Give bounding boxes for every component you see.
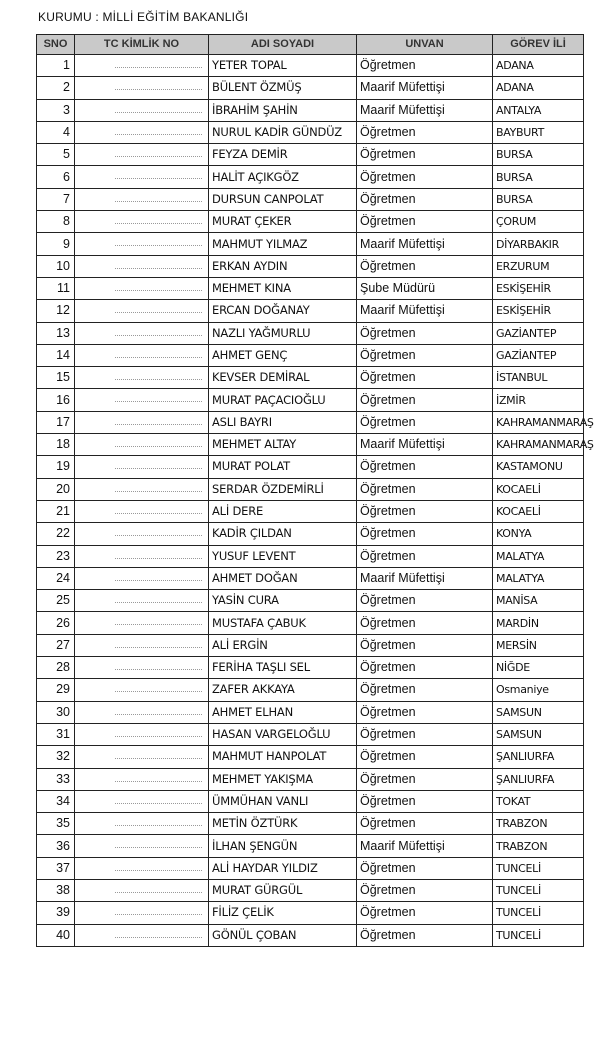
redaction-mark: [115, 312, 202, 313]
cell-title: Maarif Müfettişi: [357, 77, 493, 99]
table-row: [37, 746, 584, 768]
redaction-mark: [115, 669, 202, 670]
cell-city: KONYA: [493, 523, 584, 545]
table-row: [37, 500, 584, 522]
cell-sno: 36: [37, 835, 75, 857]
cell-name: MEHMET ALTAY: [209, 434, 357, 456]
cell-tc-no-redacted: [75, 411, 209, 433]
cell-city: TRABZON: [493, 835, 584, 857]
cell-sno: 3: [37, 99, 75, 121]
cell-tc-no-redacted: [75, 902, 209, 924]
cell-title: Öğretmen: [357, 813, 493, 835]
redaction-mark: [115, 112, 202, 113]
redaction-mark: [115, 892, 202, 893]
redaction-mark: [115, 714, 202, 715]
redaction-mark: [115, 401, 202, 402]
cell-title: Öğretmen: [357, 768, 493, 790]
table-row: [37, 121, 584, 143]
cell-title: Öğretmen: [357, 857, 493, 879]
redaction-mark: [115, 736, 202, 737]
redaction-mark: [115, 602, 202, 603]
cell-city: DİYARBAKIR: [493, 233, 584, 255]
redaction-mark: [115, 468, 202, 469]
cell-sno: 8: [37, 211, 75, 233]
cell-title: Öğretmen: [357, 523, 493, 545]
cell-tc-no-redacted: [75, 300, 209, 322]
table-row: [37, 344, 584, 366]
cell-sno: 22: [37, 523, 75, 545]
cell-name: İLHAN ŞENGÜN: [209, 835, 357, 857]
cell-sno: 23: [37, 545, 75, 567]
cell-city: İSTANBUL: [493, 367, 584, 389]
table-row: [37, 277, 584, 299]
redaction-mark: [115, 803, 202, 804]
cell-name: YUSUF LEVENT: [209, 545, 357, 567]
cell-sno: 11: [37, 277, 75, 299]
redaction-mark: [115, 624, 202, 625]
cell-tc-no-redacted: [75, 211, 209, 233]
table-row: [37, 924, 584, 946]
cell-title: Öğretmen: [357, 121, 493, 143]
cell-title: Öğretmen: [357, 902, 493, 924]
cell-title: Öğretmen: [357, 255, 493, 277]
table-row: [37, 144, 584, 166]
institution-label: KURUMU : MİLLİ EĞİTİM BAKANLIĞI: [38, 10, 249, 24]
cell-sno: 20: [37, 478, 75, 500]
cell-name: NURUL KADİR GÜNDÜZ: [209, 121, 357, 143]
cell-city: BAYBURT: [493, 121, 584, 143]
cell-tc-no-redacted: [75, 813, 209, 835]
redaction-mark: [115, 201, 202, 202]
header-row: [37, 35, 584, 55]
cell-title: Öğretmen: [357, 679, 493, 701]
cell-sno: 13: [37, 322, 75, 344]
cell-title: Öğretmen: [357, 879, 493, 901]
cell-sno: 40: [37, 924, 75, 946]
table-row: [37, 523, 584, 545]
cell-tc-no-redacted: [75, 879, 209, 901]
redaction-mark: [115, 535, 202, 536]
redaction-mark: [115, 178, 202, 179]
cell-title: Maarif Müfettişi: [357, 835, 493, 857]
cell-tc-no-redacted: [75, 746, 209, 768]
cell-tc-no-redacted: [75, 790, 209, 812]
cell-city: ESKİŞEHİR: [493, 300, 584, 322]
cell-name: MURAT GÜRGÜL: [209, 879, 357, 901]
table-body: [37, 55, 594, 947]
cell-name: ÜMMÜHAN VANLI: [209, 790, 357, 812]
table-row: [37, 701, 584, 723]
cell-tc-no-redacted: [75, 478, 209, 500]
cell-title: Maarif Müfettişi: [357, 233, 493, 255]
redaction-mark: [115, 335, 202, 336]
cell-name: MUSTAFA ÇABUK: [209, 612, 357, 634]
redaction-mark: [115, 825, 202, 826]
redaction-mark: [115, 67, 202, 68]
cell-tc-no-redacted: [75, 590, 209, 612]
cell-tc-no-redacted: [75, 500, 209, 522]
table-row: [37, 857, 584, 879]
cell-tc-no-redacted: [75, 723, 209, 745]
cell-sno: 9: [37, 233, 75, 255]
cell-title: Öğretmen: [357, 657, 493, 679]
cell-sno: 15: [37, 367, 75, 389]
cell-city: KAHRAMANMARAŞ: [493, 434, 584, 456]
table-header: [37, 35, 584, 55]
cell-name: KEVSER DEMİRAL: [209, 367, 357, 389]
cell-city: ÇORUM: [493, 211, 584, 233]
table-row: [37, 367, 584, 389]
cell-title: Maarif Müfettişi: [357, 99, 493, 121]
redaction-mark: [115, 491, 202, 492]
cell-tc-no-redacted: [75, 166, 209, 188]
cell-name: AHMET GENÇ: [209, 344, 357, 366]
cell-tc-no-redacted: [75, 277, 209, 299]
cell-title: Öğretmen: [357, 746, 493, 768]
cell-title: Öğretmen: [357, 612, 493, 634]
cell-sno: 33: [37, 768, 75, 790]
cell-title: Öğretmen: [357, 500, 493, 522]
redaction-mark: [115, 424, 202, 425]
redaction-mark: [115, 156, 202, 157]
cell-tc-no-redacted: [75, 367, 209, 389]
cell-city: MARDİN: [493, 612, 584, 634]
cell-sno: 21: [37, 500, 75, 522]
table-row: [37, 99, 584, 121]
cell-city: TUNCELİ: [493, 924, 584, 946]
redaction-mark: [115, 580, 202, 581]
redaction-mark: [115, 357, 202, 358]
table-row: [37, 300, 584, 322]
table-row: [37, 612, 584, 634]
cell-city: MALATYA: [493, 545, 584, 567]
cell-name: FİLİZ ÇELİK: [209, 902, 357, 924]
cell-title: Öğretmen: [357, 55, 493, 77]
cell-city: BURSA: [493, 166, 584, 188]
cell-sno: 35: [37, 813, 75, 835]
cell-city: KASTAMONU: [493, 456, 584, 478]
table-row: [37, 813, 584, 835]
cell-tc-no-redacted: [75, 55, 209, 77]
cell-city: SAMSUN: [493, 701, 584, 723]
cell-city: GAZİANTEP: [493, 322, 584, 344]
cell-name: MEHMET KINA: [209, 277, 357, 299]
cell-sno: 10: [37, 255, 75, 277]
cell-city: ŞANLIURFA: [493, 768, 584, 790]
cell-tc-no-redacted: [75, 456, 209, 478]
cell-sno: 25: [37, 590, 75, 612]
redaction-mark: [115, 691, 202, 692]
cell-title: Öğretmen: [357, 701, 493, 723]
cell-name: ERCAN DOĞANAY: [209, 300, 357, 322]
cell-city: MANİSA: [493, 590, 584, 612]
cell-tc-no-redacted: [75, 77, 209, 99]
table-row: [37, 723, 584, 745]
redaction-mark: [115, 134, 202, 135]
personnel-table: [36, 34, 594, 947]
redaction-mark: [115, 245, 202, 246]
table-row: [37, 166, 584, 188]
cell-tc-no-redacted: [75, 634, 209, 656]
cell-city: TUNCELİ: [493, 902, 584, 924]
cell-title: Maarif Müfettişi: [357, 434, 493, 456]
table-row: [37, 322, 584, 344]
redaction-mark: [115, 446, 202, 447]
cell-title: Öğretmen: [357, 790, 493, 812]
cell-tc-no-redacted: [75, 924, 209, 946]
table-row: [37, 902, 584, 924]
table-row: [37, 567, 584, 589]
cell-sno: 17: [37, 411, 75, 433]
cell-sno: 18: [37, 434, 75, 456]
cell-city: ADANA: [493, 77, 584, 99]
redaction-mark: [115, 558, 202, 559]
cell-sno: 6: [37, 166, 75, 188]
cell-tc-no-redacted: [75, 768, 209, 790]
cell-sno: 26: [37, 612, 75, 634]
cell-sno: 27: [37, 634, 75, 656]
table-row: [37, 255, 584, 277]
cell-name: HASAN VARGELOĞLU: [209, 723, 357, 745]
cell-name: MURAT PAÇACIOĞLU: [209, 389, 357, 411]
redaction-mark: [115, 647, 202, 648]
cell-tc-no-redacted: [75, 857, 209, 879]
redaction-mark: [115, 513, 202, 514]
redaction-mark: [115, 870, 202, 871]
redaction-mark: [115, 847, 202, 848]
cell-city: Osmaniye: [493, 679, 584, 701]
cell-city: BURSA: [493, 144, 584, 166]
column-header-sno: SNO: [37, 35, 75, 55]
cell-tc-no-redacted: [75, 545, 209, 567]
cell-city: GAZİANTEP: [493, 344, 584, 366]
cell-title: Öğretmen: [357, 723, 493, 745]
cell-tc-no-redacted: [75, 389, 209, 411]
cell-name: ZAFER AKKAYA: [209, 679, 357, 701]
cell-title: Öğretmen: [357, 590, 493, 612]
cell-tc-no-redacted: [75, 255, 209, 277]
table-row: [37, 411, 584, 433]
table-row: [37, 456, 584, 478]
table-row: [37, 790, 584, 812]
table-row: [37, 634, 584, 656]
cell-name: DURSUN CANPOLAT: [209, 188, 357, 210]
table-row: [37, 233, 584, 255]
cell-sno: 5: [37, 144, 75, 166]
redaction-mark: [115, 223, 202, 224]
column-header-title: UNVAN: [357, 35, 493, 55]
cell-city: NİĞDE: [493, 657, 584, 679]
redaction-mark: [115, 268, 202, 269]
cell-city: KOCAELİ: [493, 478, 584, 500]
cell-tc-no-redacted: [75, 322, 209, 344]
cell-name: ASLI BAYRI: [209, 411, 357, 433]
cell-sno: 14: [37, 344, 75, 366]
cell-sno: 1: [37, 55, 75, 77]
column-header-name: ADI SOYADI: [209, 35, 357, 55]
cell-city: ADANA: [493, 55, 584, 77]
cell-name: BÜLENT ÖZMÜŞ: [209, 77, 357, 99]
cell-title: Öğretmen: [357, 545, 493, 567]
cell-name: YASİN CURA: [209, 590, 357, 612]
cell-name: FEYZA DEMİR: [209, 144, 357, 166]
cell-sno: 19: [37, 456, 75, 478]
cell-tc-no-redacted: [75, 188, 209, 210]
cell-name: ERKAN AYDIN: [209, 255, 357, 277]
cell-name: KADİR ÇILDAN: [209, 523, 357, 545]
table-row: [37, 545, 584, 567]
table-row: [37, 55, 584, 77]
cell-tc-no-redacted: [75, 233, 209, 255]
cell-name: FERİHA TAŞLI SEL: [209, 657, 357, 679]
cell-city: İZMİR: [493, 389, 584, 411]
cell-city: SAMSUN: [493, 723, 584, 745]
cell-city: MALATYA: [493, 567, 584, 589]
cell-city: KOCAELİ: [493, 500, 584, 522]
table-row: [37, 389, 584, 411]
cell-sno: 28: [37, 657, 75, 679]
cell-sno: 29: [37, 679, 75, 701]
cell-sno: 38: [37, 879, 75, 901]
cell-tc-no-redacted: [75, 567, 209, 589]
cell-tc-no-redacted: [75, 679, 209, 701]
column-header-city: GÖREV İLİ: [493, 35, 584, 55]
cell-city: ESKİŞEHİR: [493, 277, 584, 299]
cell-title: Şube Müdürü: [357, 277, 493, 299]
table-row: [37, 590, 584, 612]
redaction-mark: [115, 758, 202, 759]
cell-title: Öğretmen: [357, 322, 493, 344]
cell-title: Öğretmen: [357, 344, 493, 366]
cell-tc-no-redacted: [75, 657, 209, 679]
cell-name: HALİT AÇIKGÖZ: [209, 166, 357, 188]
cell-name: YETER TOPAL: [209, 55, 357, 77]
cell-title: Öğretmen: [357, 188, 493, 210]
cell-name: ALİ ERGİN: [209, 634, 357, 656]
cell-title: Öğretmen: [357, 411, 493, 433]
table-row: [37, 835, 584, 857]
cell-sno: 16: [37, 389, 75, 411]
table-row: [37, 657, 584, 679]
cell-sno: 30: [37, 701, 75, 723]
cell-name: AHMET ELHAN: [209, 701, 357, 723]
redaction-mark: [115, 379, 202, 380]
cell-sno: 2: [37, 77, 75, 99]
cell-title: Öğretmen: [357, 478, 493, 500]
redaction-mark: [115, 914, 202, 915]
redaction-mark: [115, 937, 202, 938]
cell-city: TRABZON: [493, 813, 584, 835]
cell-title: Öğretmen: [357, 367, 493, 389]
cell-name: MURAT ÇEKER: [209, 211, 357, 233]
cell-name: ALİ DERE: [209, 500, 357, 522]
cell-city: TUNCELİ: [493, 857, 584, 879]
cell-tc-no-redacted: [75, 434, 209, 456]
cell-tc-no-redacted: [75, 99, 209, 121]
table-row: [37, 879, 584, 901]
cell-name: MAHMUT HANPOLAT: [209, 746, 357, 768]
cell-sno: 12: [37, 300, 75, 322]
cell-name: METİN ÖZTÜRK: [209, 813, 357, 835]
cell-city: ERZURUM: [493, 255, 584, 277]
table-row: [37, 679, 584, 701]
column-header-tc-no: TC KİMLİK NO: [75, 35, 209, 55]
redaction-mark: [115, 290, 202, 291]
cell-name: İBRAHİM ŞAHİN: [209, 99, 357, 121]
cell-tc-no-redacted: [75, 144, 209, 166]
cell-sno: 39: [37, 902, 75, 924]
cell-title: Öğretmen: [357, 144, 493, 166]
cell-name: ALİ HAYDAR YILDIZ: [209, 857, 357, 879]
cell-title: Öğretmen: [357, 166, 493, 188]
cell-sno: 32: [37, 746, 75, 768]
cell-name: MAHMUT YILMAZ: [209, 233, 357, 255]
cell-city: ANTALYA: [493, 99, 584, 121]
cell-city: MERSİN: [493, 634, 584, 656]
cell-title: Öğretmen: [357, 634, 493, 656]
cell-tc-no-redacted: [75, 523, 209, 545]
table-row: [37, 211, 584, 233]
cell-tc-no-redacted: [75, 612, 209, 634]
cell-name: SERDAR ÖZDEMİRLİ: [209, 478, 357, 500]
cell-name: NAZLI YAĞMURLU: [209, 322, 357, 344]
cell-city: TOKAT: [493, 790, 584, 812]
cell-sno: 37: [37, 857, 75, 879]
cell-city: KAHRAMANMARAŞ: [493, 411, 584, 433]
cell-title: Öğretmen: [357, 456, 493, 478]
cell-sno: 7: [37, 188, 75, 210]
cell-title: Öğretmen: [357, 389, 493, 411]
table-row: [37, 478, 584, 500]
cell-title: Öğretmen: [357, 924, 493, 946]
cell-title: Maarif Müfettişi: [357, 300, 493, 322]
table-row: [37, 188, 584, 210]
cell-name: AHMET DOĞAN: [209, 567, 357, 589]
cell-title: Maarif Müfettişi: [357, 567, 493, 589]
cell-tc-no-redacted: [75, 701, 209, 723]
table-row: [37, 768, 584, 790]
cell-title: Öğretmen: [357, 211, 493, 233]
cell-sno: 24: [37, 567, 75, 589]
redaction-mark: [115, 89, 202, 90]
cell-city: BURSA: [493, 188, 584, 210]
cell-sno: 4: [37, 121, 75, 143]
cell-tc-no-redacted: [75, 344, 209, 366]
cell-sno: 31: [37, 723, 75, 745]
cell-name: MURAT POLAT: [209, 456, 357, 478]
cell-name: MEHMET YAKIŞMA: [209, 768, 357, 790]
table-row: [37, 77, 584, 99]
table-row: [37, 434, 584, 456]
cell-tc-no-redacted: [75, 835, 209, 857]
cell-tc-no-redacted: [75, 121, 209, 143]
cell-name: GÖNÜL ÇOBAN: [209, 924, 357, 946]
cell-city: TUNCELİ: [493, 879, 584, 901]
cell-sno: 34: [37, 790, 75, 812]
redaction-mark: [115, 781, 202, 782]
cell-city: ŞANLIURFA: [493, 746, 584, 768]
